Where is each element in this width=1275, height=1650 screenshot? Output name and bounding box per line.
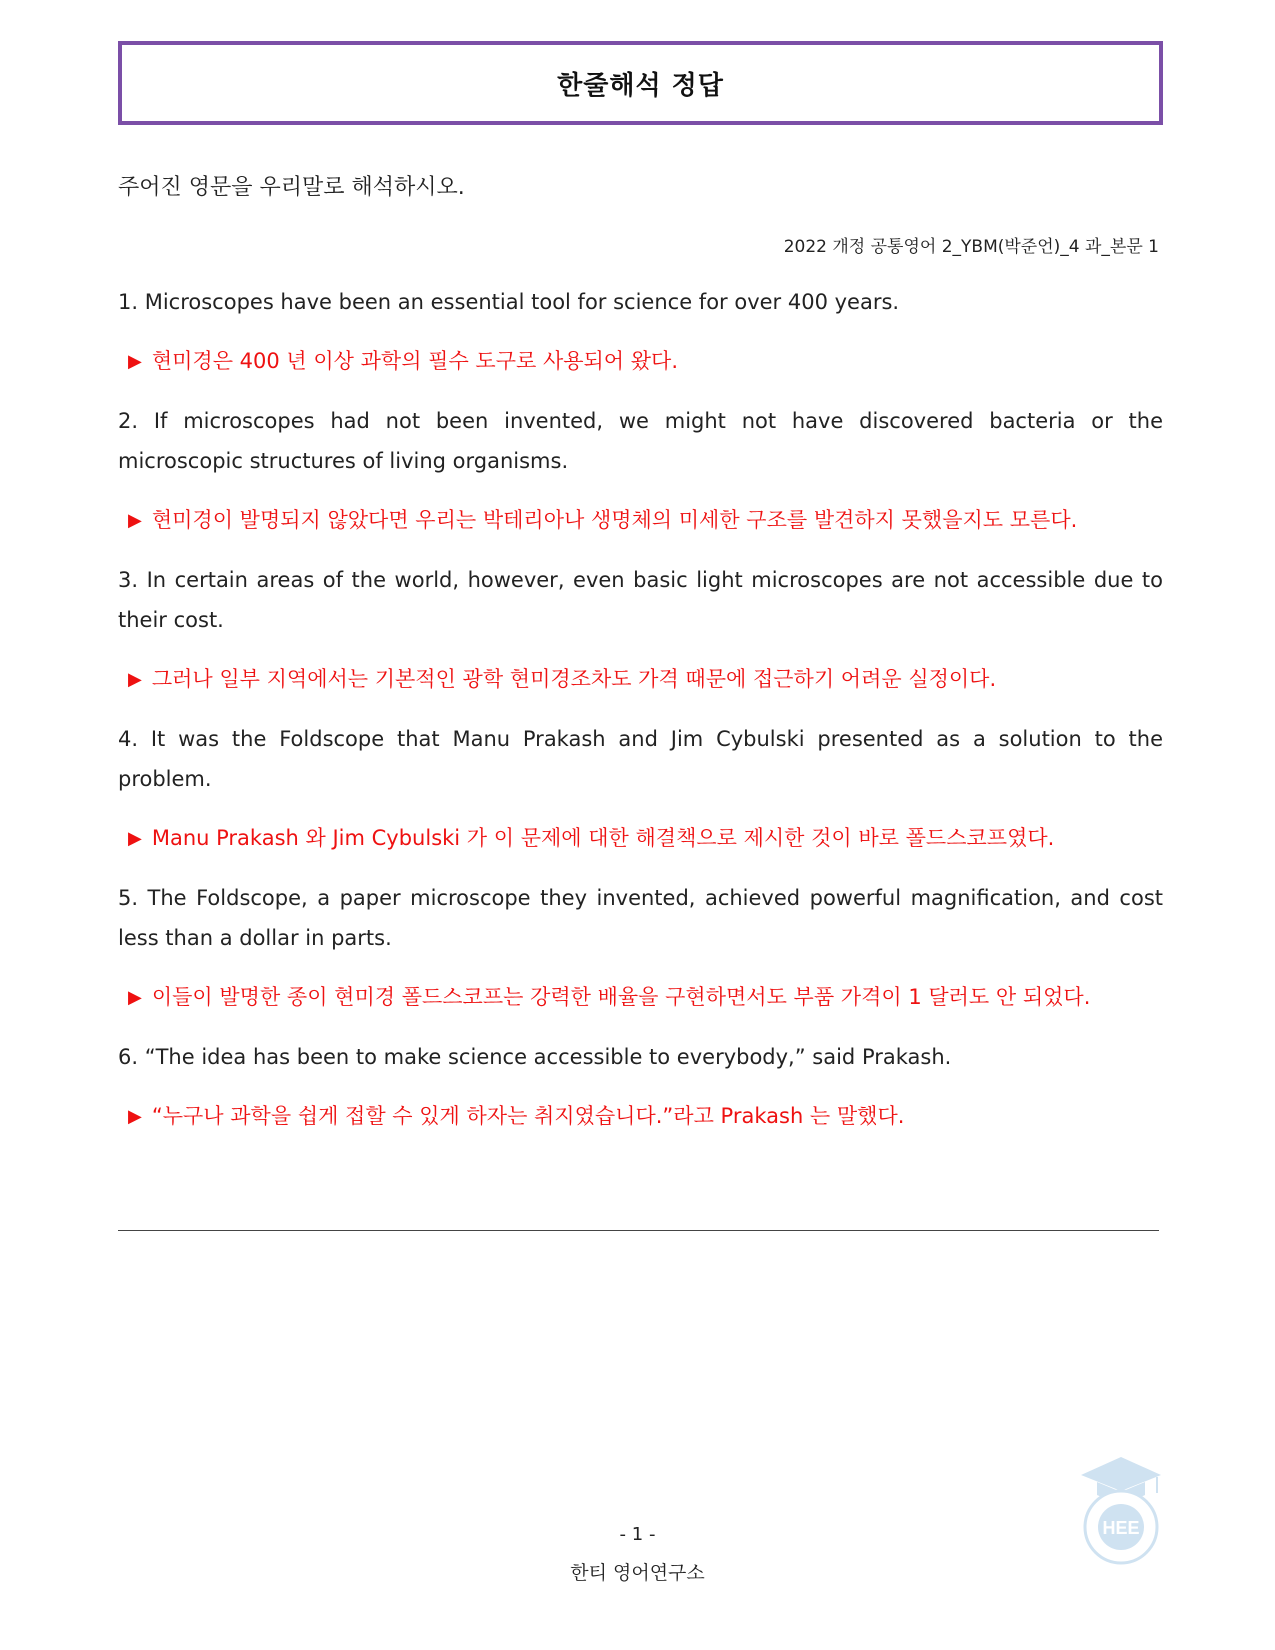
list-item (118, 1037, 1163, 1137)
arrow-bullet-icon: ▶ (128, 1106, 142, 1127)
english-sentence: 3. In certain areas of the world, however, even basic light microscopes are not accessible due to their cost. (118, 568, 1163, 632)
korean-translation (118, 818, 1163, 859)
answer-divider-line (118, 1230, 1159, 1231)
list-item (118, 719, 1163, 859)
hee-logo (1077, 1455, 1165, 1565)
list-item (118, 401, 1163, 541)
page-title: 한줄해석 정답 (557, 70, 724, 101)
korean-translation (118, 500, 1163, 541)
list-item (118, 878, 1163, 1018)
logo-text: HEE (1102, 1518, 1140, 1538)
arrow-bullet-icon: ▶ (128, 351, 142, 372)
translation-text: 이들이 발명한 종이 현미경 폴드스코프는 강력한 배율을 구현하면서도 부품 가격이 1 달러도 안 되었다. (151, 985, 1091, 1009)
arrow-bullet-icon: ▶ (128, 828, 142, 849)
translation-text: 현미경은 400 년 이상 과학의 필수 도구로 사용되어 왔다. (151, 349, 679, 373)
title-box (118, 41, 1163, 125)
arrow-bullet-icon: ▶ (128, 510, 142, 531)
translation-text: 현미경이 발명되지 않았다면 우리는 박테리아나 생명체의 미세한 구조를 발견하지 못했을지도 모른다. (151, 508, 1078, 532)
english-sentence: 4. It was the Foldscope that Manu Prakash and Jim Cybulski presented as a solution to the problem. (118, 727, 1163, 791)
instruction-text: 주어진 영문을 우리말로 해석하시오. (118, 175, 465, 200)
english-sentence: 6. “The idea has been to make science accessible to everybody,” said Prakash. (118, 1045, 952, 1069)
items-list (118, 282, 1163, 1137)
english-sentence: 1. Microscopes have been an essential tool for science for over 400 years. (118, 290, 900, 314)
arrow-bullet-icon: ▶ (128, 987, 142, 1008)
list-item (118, 282, 1163, 382)
korean-translation (118, 659, 1163, 700)
translation-text: Manu Prakash 와 Jim Cybulski 가 이 문제에 대한 해결책으로 제시한 것이 바로 폴드스코프였다. (151, 826, 1055, 850)
footer-organization: 한티 영어연구소 (570, 1562, 705, 1584)
list-item (118, 560, 1163, 700)
source-label: 2022 개정 공통영어 2_YBM(박준언)_4 과_본문 1 (783, 237, 1159, 257)
english-sentence: 5. The Foldscope, a paper microscope they invented, achieved powerful magnification, and cost less than a dollar in parts. (118, 886, 1163, 950)
translation-text: 그러나 일부 지역에서는 기본적인 광학 현미경조차도 가격 때문에 접근하기 어려운 실정이다. (151, 667, 997, 691)
korean-translation (118, 341, 1163, 382)
english-sentence: 2. If microscopes had not been invented, we might not have discovered bacteria or the microscopic structures of living organisms. (118, 409, 1163, 473)
korean-translation (118, 1096, 1163, 1137)
page-number: - 1 - (619, 1524, 656, 1545)
translation-text: “누구나 과학을 쉽게 접할 수 있게 하자는 취지였습니다.”라고 Prakash 는 말했다. (151, 1104, 905, 1128)
arrow-bullet-icon: ▶ (128, 669, 142, 690)
korean-translation (118, 977, 1163, 1018)
